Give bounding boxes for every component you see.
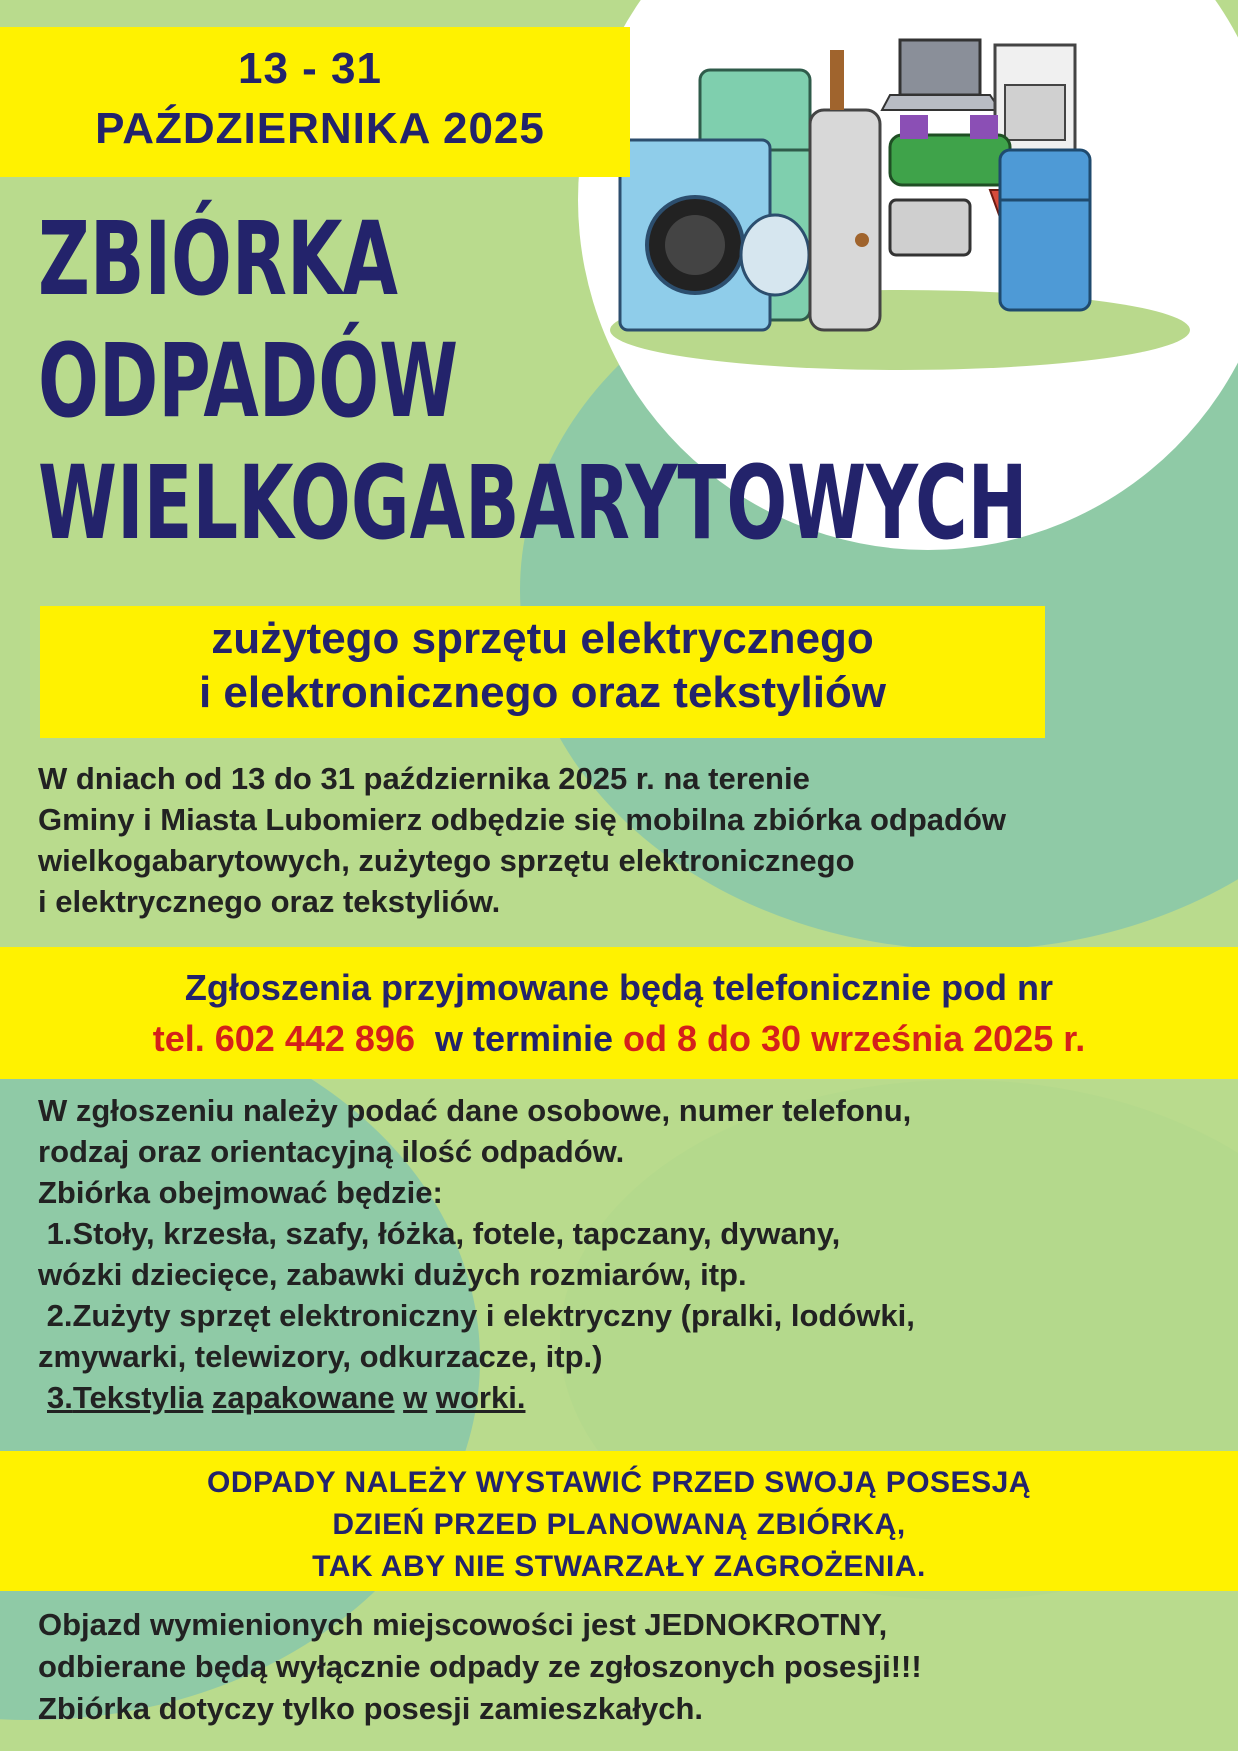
details-line: W zgłoszeniu należy podać dane osobowe, numer telefonu, — [38, 1093, 912, 1128]
intro-line: W dniach od 13 do 31 października 2025 r. na terenie — [38, 761, 810, 796]
details-line: zmywarki, telewizory, odkurzacze, itp.) — [38, 1339, 603, 1374]
textiles-word: worki. — [435, 1380, 526, 1415]
date-month-year: PAŹDZIERNIKA 2025 — [95, 104, 545, 153]
details-line: Zbiórka obejmować będzie: — [38, 1175, 443, 1210]
date-range: 13 - 31 — [238, 44, 382, 93]
title-line-2: ODPADÓW — [38, 322, 459, 441]
title-line-3: WIELKOGABARYTOWYCH — [38, 444, 1028, 563]
registration-line-2 — [0, 1018, 1238, 1060]
registration-middle: w terminie — [414, 1018, 624, 1059]
details-textiles-line — [38, 1377, 1218, 1418]
textiles-word: Tekstylia — [72, 1380, 204, 1415]
details-line: wózki dziecięce, zabawki dużych rozmiarów, itp. — [38, 1257, 747, 1292]
textiles-word: w — [403, 1380, 428, 1415]
registration-line-1: Zgłoszenia przyjmowane będą telefonicznie pod nr — [184, 967, 1054, 1008]
notice-line-3: TAK ABY NIE STWARZAŁY ZAGROŻENIA. — [312, 1550, 926, 1583]
intro-paragraph — [38, 758, 1218, 922]
details-line: 1.Stoły, krzesła, szafy, łóżka, fotele, tapczany, dywany, — [38, 1216, 841, 1251]
footer-line: Objazd wymienionych miejscowości jest JEDNOKROTNY, — [38, 1607, 888, 1642]
footer-paragraph — [38, 1604, 1228, 1730]
intro-line: Gminy i Miasta Lubomierz odbędzie się mobilna zbiórka odpadów — [38, 802, 1007, 837]
subtitle-line-1: zużytego sprzętu elektrycznego — [211, 614, 874, 663]
footer-line: odbierane będą wyłącznie odpady ze zgłoszonych posesji!!! — [38, 1649, 922, 1684]
details-line: 2.Zużyty sprzęt elektroniczny i elektryczny (pralki, lodówki, — [38, 1298, 915, 1333]
notice-line-1: ODPADY NALEŻY WYSTAWIĆ PRZED SWOJĄ POSESJĄ — [207, 1466, 1031, 1499]
details-paragraph — [38, 1090, 1218, 1418]
textiles-number: 3. — [47, 1380, 73, 1415]
bulky-waste-illustration — [600, 30, 1238, 370]
subtitle-line-2: i elektronicznego oraz tekstyliów — [198, 668, 887, 717]
title-line-1: ZBIÓRKA — [38, 200, 398, 319]
intro-line: wielkogabarytowych, zużytego sprzętu elektronicznego — [38, 843, 855, 878]
registration-period: od 8 do 30 września 2025 r. — [623, 1018, 1086, 1059]
intro-line: i elektrycznego oraz tekstyliów. — [38, 884, 501, 919]
phone-number: tel. 602 442 896 — [152, 1018, 415, 1059]
footer-line: Zbiórka dotyczy tylko posesji zamieszkałych. — [38, 1691, 704, 1726]
notice-line-2: DZIEŃ PRZED PLANOWANĄ ZBIÓRKĄ, — [332, 1508, 906, 1541]
textiles-word: zapakowane — [211, 1380, 395, 1415]
details-line: rodzaj oraz orientacyjną ilość odpadów. — [38, 1134, 625, 1169]
